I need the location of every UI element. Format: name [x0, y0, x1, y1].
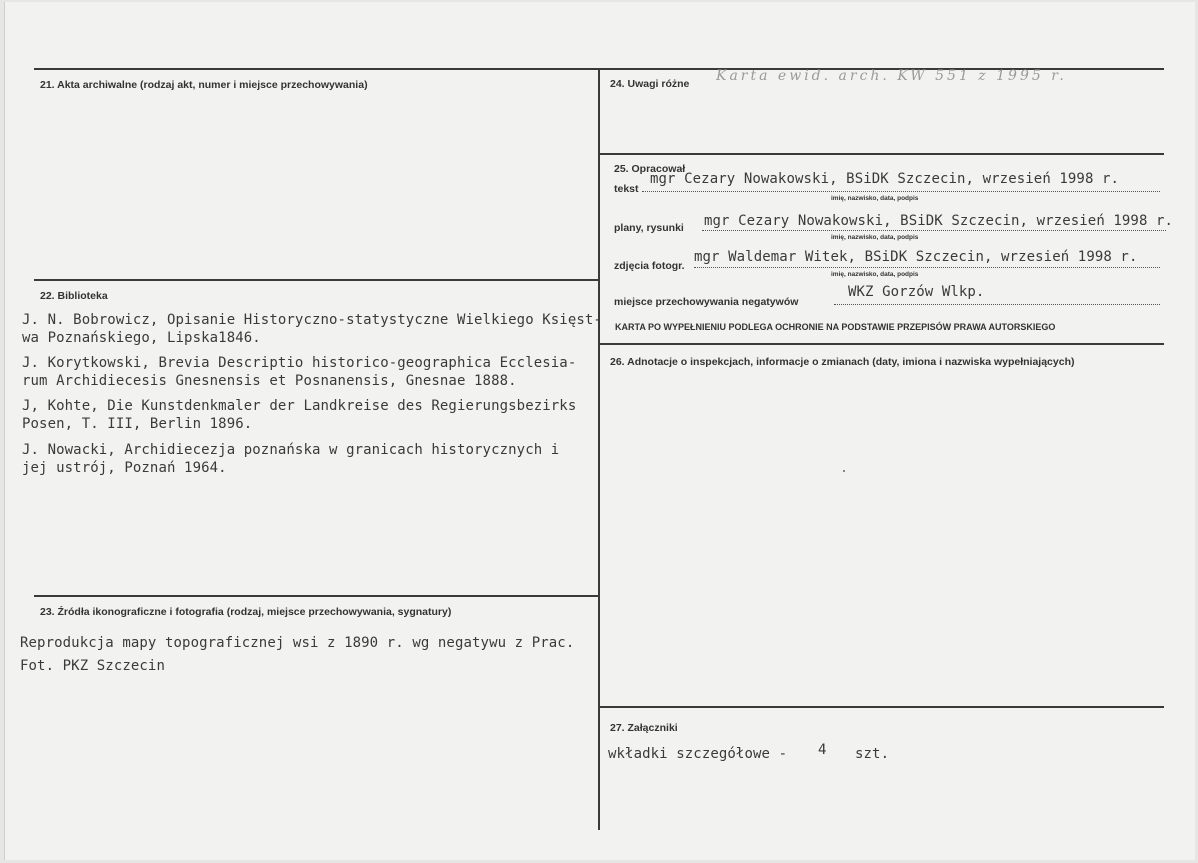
zdjecia-value: mgr Waldemar Witek, BSiDK Szczecin, wrzesień 1998 r. [694, 249, 1138, 265]
iconography-line: Fot. PKZ Szczecin [20, 658, 165, 674]
section-22-label: 22. Biblioteka [40, 290, 108, 302]
tekst-dotted-line [642, 191, 1160, 192]
plany-value: mgr Cezary Nowakowski, BSiDK Szczecin, wrzesień 1998 r. [704, 213, 1174, 229]
section-24-label: 24. Uwagi różne [610, 78, 690, 90]
plany-label: plany, rysunki [614, 222, 684, 234]
negatywy-label: miejsce przechowywania negatywów [614, 296, 799, 308]
bibliography-line: J. Nowacki, Archidiecezja poznańska w granicach historycznych i [22, 442, 560, 458]
bibliography-line: J. N. Bobrowicz, Opisanie Historyczno-statystyczne Wielkiego Księst- [22, 312, 602, 328]
zdjecia-hint: imię, nazwisko, data, podpis [831, 271, 919, 278]
stray-mark [843, 470, 845, 472]
rule-25-26 [600, 343, 1164, 345]
bibliography-line: wa Poznańskiego, Lipska1846. [22, 330, 261, 346]
zdjecia-dotted-line [694, 267, 1160, 268]
rule-26-27 [600, 706, 1164, 708]
negatywy-value: WKZ Gorzów Wlkp. [848, 284, 985, 300]
bibliography-line: J, Kohte, Die Kunstdenkmaler der Landkreise des Regierungsbezirks [22, 398, 577, 414]
rule-22-23 [34, 595, 600, 597]
bibliography-line: rum Archidiecesis Gnesnensis et Posnanensis, Gnesnae 1888. [22, 373, 517, 389]
attachments-count: 4 [818, 742, 827, 758]
section-23-label: 23. Źródła ikonograficzne i fotografia (rodzaj, miejsce przechowywania, sygnatury) [40, 606, 452, 618]
negatywy-dotted-line [834, 304, 1160, 305]
tekst-value: mgr Cezary Nowakowski, BSiDK Szczecin, wrzesień 1998 r. [650, 171, 1120, 187]
bibliography-line: J. Korytkowski, Brevia Descriptio historico-geographica Ecclesia- [22, 355, 577, 371]
bibliography-line: jej ustrój, Poznań 1964. [22, 460, 227, 476]
section-26-label: 26. Adnotacje o inspekcjach, informacje o zmianach (daty, imiona i nazwiska wypełniających) [610, 356, 1075, 368]
attachments-text: wkładki szczegółowe - [608, 746, 788, 762]
handwritten-note: Karta ewid. arch. KW 551 z 1995 r. [716, 68, 1067, 84]
tekst-hint: imię, nazwisko, data, podpis [831, 195, 919, 202]
section-25-label: 25. Opracował [614, 163, 686, 175]
tekst-label: tekst [614, 183, 639, 195]
center-divider [598, 68, 600, 830]
plany-dotted-line [702, 230, 1166, 231]
rule-21-22 [34, 279, 600, 281]
zdjecia-label: zdjęcia fotogr. [614, 260, 685, 272]
plany-hint: imię, nazwisko, data, podpis [831, 234, 919, 241]
bibliography-line: Posen, T. III, Berlin 1896. [22, 416, 253, 432]
copyright-notice: KARTA PO WYPEŁNIENIU PODLEGA OCHRONIE NA PODSTAWIE PRZEPISÓW PRAWA AUTORSKIEGO [615, 322, 1056, 332]
rule-24-25 [600, 153, 1164, 155]
iconography-line: Reprodukcja mapy topograficznej wsi z 1890 r. wg negatywu z Prac. [20, 635, 575, 651]
attachments-unit: szt. [855, 746, 890, 762]
section-27-label: 27. Załączniki [610, 722, 678, 734]
section-21-label: 21. Akta archiwalne (rodzaj akt, numer i miejsce przechowywania) [40, 79, 368, 91]
